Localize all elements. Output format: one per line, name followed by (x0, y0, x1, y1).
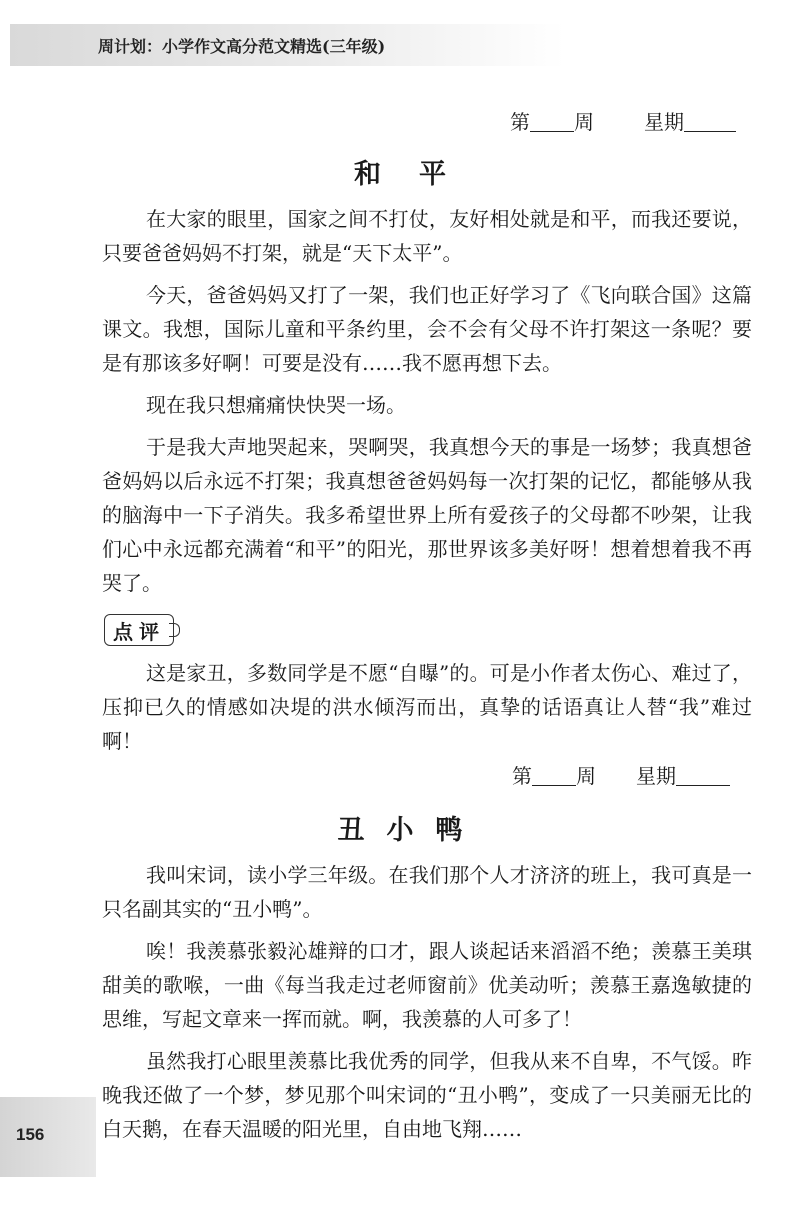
paragraph: 我叫宋词，读小学三年级。在我们那个人才济济的班上，我可真是一只名副其实的“丑小鸭”。 (102, 863, 752, 921)
week-blank (530, 113, 574, 132)
day-label: 星期 (636, 764, 676, 788)
page-number-band (0, 1097, 96, 1177)
week-unit: 周 (574, 110, 594, 134)
week-label: 第 (512, 764, 532, 788)
running-header: 周计划：小学作文高分范文精选(三年级) (98, 37, 386, 56)
day-blank (676, 767, 730, 786)
week-blank (532, 767, 576, 786)
comment-body (102, 656, 752, 758)
week-line-1 (510, 106, 736, 135)
paragraph: 虽然我打心眼里羡慕比我优秀的同学，但我从来不自卑，不气馁。昨晚我还做了一个梦，梦见那个叫宋词的“丑小鸭”，变成了一只美丽无比的白天鹅，在春天温暖的阳光里，自由地飞翔…… (102, 1049, 752, 1141)
page-number: 156 (16, 1125, 45, 1144)
paragraph: 唉！我羡慕张毅沁雄辩的口才，跟人谈起话来滔滔不绝；羡慕王美琪甜美的歌喉，一曲《每当我走过老师窗前》优美动听；羡慕王嘉逸敏捷的思维，写起文章来一挥而就。啊，我羡慕的人可多了！ (102, 939, 752, 1031)
comment-paragraph: 这是家丑，多数同学是不愿“自曝”的。可是小作者太伤心、难过了，压抑已久的情感如决堤的洪水倾泻而出，真挚的话语真让人替“我”难过啊！ (102, 661, 752, 753)
article-title-2: 丑小鸭 (337, 815, 485, 846)
week-label: 第 (510, 110, 530, 134)
paragraph: 于是我大声地哭起来，哭啊哭，我真想今天的事是一场梦；我真想爸爸妈妈以后永远不打架；我真想爸爸妈妈每一次打架的记忆，都能够从我的脑海中一下子消失。我多希望世界上所有爱孩子的父母都不吵架，让我们心中永远都充满着“和平”的阳光，那世界该多美好呀！想着想着我不再哭了。 (102, 435, 752, 595)
paragraph: 在大家的眼里，国家之间不打仗，友好相处就是和平，而我还要说，只要爸爸妈妈不打架，就是“天下太平”。 (102, 207, 752, 265)
paragraph: 今天，爸爸妈妈又打了一架，我们也正好学习了《飞向联合国》这篇课文。我想，国际儿童和平条约里，会不会有父母不许打架这一条呢？要是有那该多好啊！可要是没有……我不愿再想下去。 (102, 283, 752, 375)
week-line-2 (512, 760, 730, 789)
day-blank (684, 113, 736, 132)
comment-label-box: 点评 (104, 614, 174, 646)
article-body-2 (102, 858, 752, 1146)
week-unit: 周 (576, 764, 596, 788)
day-label: 星期 (644, 110, 684, 134)
article-title-1: 和平 (354, 159, 484, 190)
paragraph: 现在我只想痛痛快快哭一场。 (146, 393, 406, 417)
article-body-1 (102, 202, 752, 600)
